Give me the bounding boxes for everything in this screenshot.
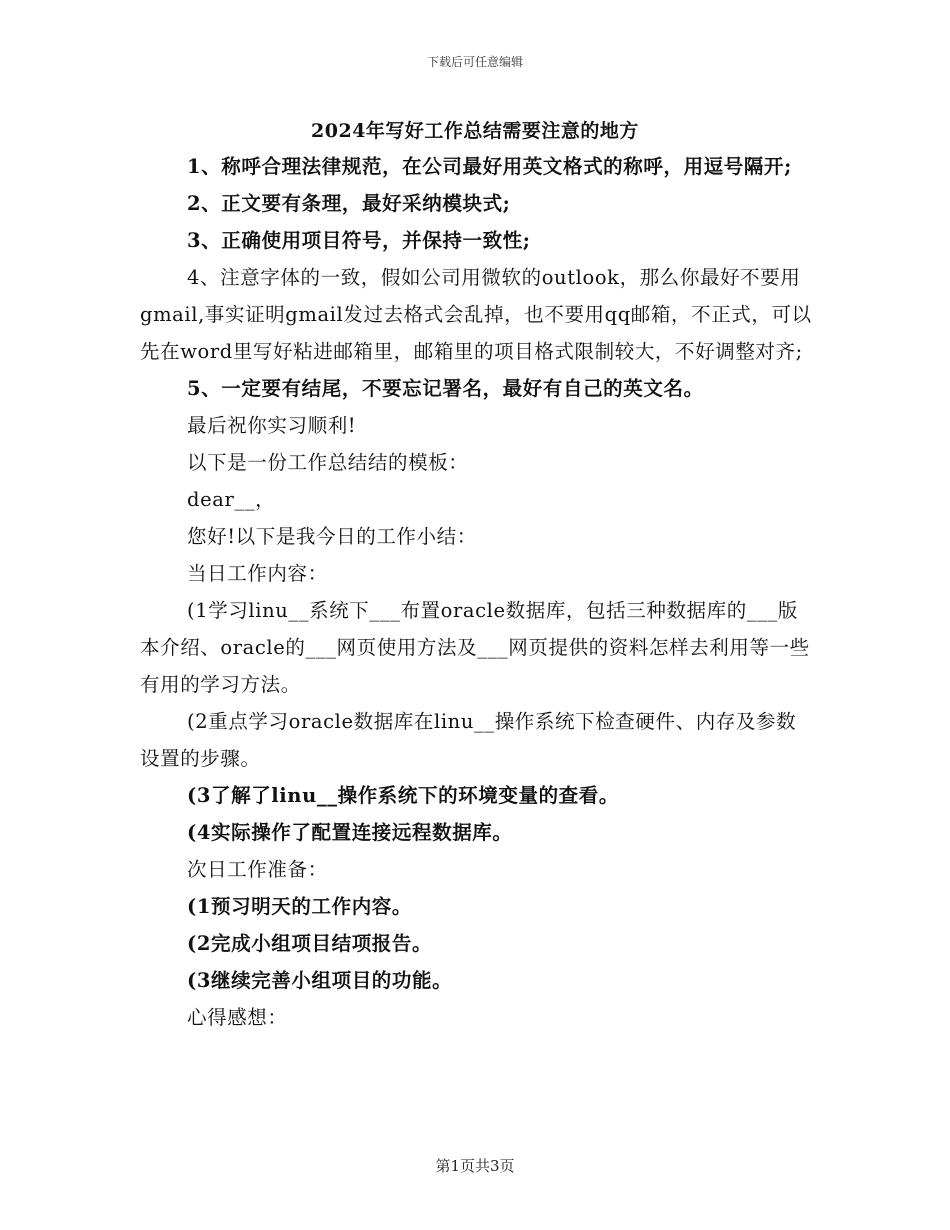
paragraph-greeting: 您好!以下是我今日的工作小结： — [187, 525, 477, 548]
today-item-2: (2重点学习oracle数据库在linu__操作系统下检查硬件、内存及参数设置的步骤。 — [140, 710, 797, 770]
page-footer: 第1页共3页 — [435, 1157, 515, 1175]
paragraph-template-intro: 以下是一份工作总结结的模板： — [187, 451, 469, 474]
document-body — [140, 148, 812, 1036]
paragraph-item-5: 5、一定要有结尾，不要忘记署名，最好有自己的英文名。 — [187, 377, 704, 400]
tomorrow-item-3: (3继续完善小组项目的功能。 — [187, 969, 453, 992]
paragraph-salutation: dear__， — [187, 488, 276, 511]
paragraph-wish: 最后祝你实习顺利! — [187, 414, 357, 437]
tomorrow-item-1: (1预习明天的工作内容。 — [187, 895, 412, 918]
section-heading-reflection: 心得感想： — [187, 1006, 288, 1029]
page-header: 下载后可任意编辑 — [426, 55, 523, 69]
paragraph-item-4: 4、注意字体的一致，假如公司用微软的outlook，那么你最好不要用gmail,事实证明gmail发过去格式会乱掉，也不要用qq邮箱，不正式，可以先在word里写好粘进邮箱里，邮箱里的项目格式限制较大，不好调整对齐; — [140, 266, 812, 363]
paragraph-item-2: 2、正文要有条理，最好采纳模块式; — [187, 192, 511, 215]
paragraph-item-1: 1、称呼合理法律规范，在公司最好用英文格式的称呼，用逗号隔开; — [187, 155, 792, 178]
today-item-3: (3了解了linu__操作系统下的环境变量的查看。 — [187, 784, 619, 807]
document-title: 2024年写好工作总结需要注意的地方 — [311, 120, 639, 142]
section-heading-tomorrow: 次日工作准备： — [187, 858, 328, 881]
today-item-4: (4实际操作了配置连接远程数据库。 — [187, 821, 513, 844]
section-heading-today: 当日工作内容： — [187, 562, 328, 585]
paragraph-item-3: 3、正确使用项目符号，并保持一致性; — [187, 229, 531, 252]
tomorrow-item-2: (2完成小组项目结项报告。 — [187, 932, 433, 955]
today-item-1: (1学习linu__系统下___布置oracle数据库，包括三种数据库的___版本介绍、oracle的___网页使用方法及___网页提供的资料怎样去利用等一些有用的学习方法。 — [140, 599, 810, 696]
